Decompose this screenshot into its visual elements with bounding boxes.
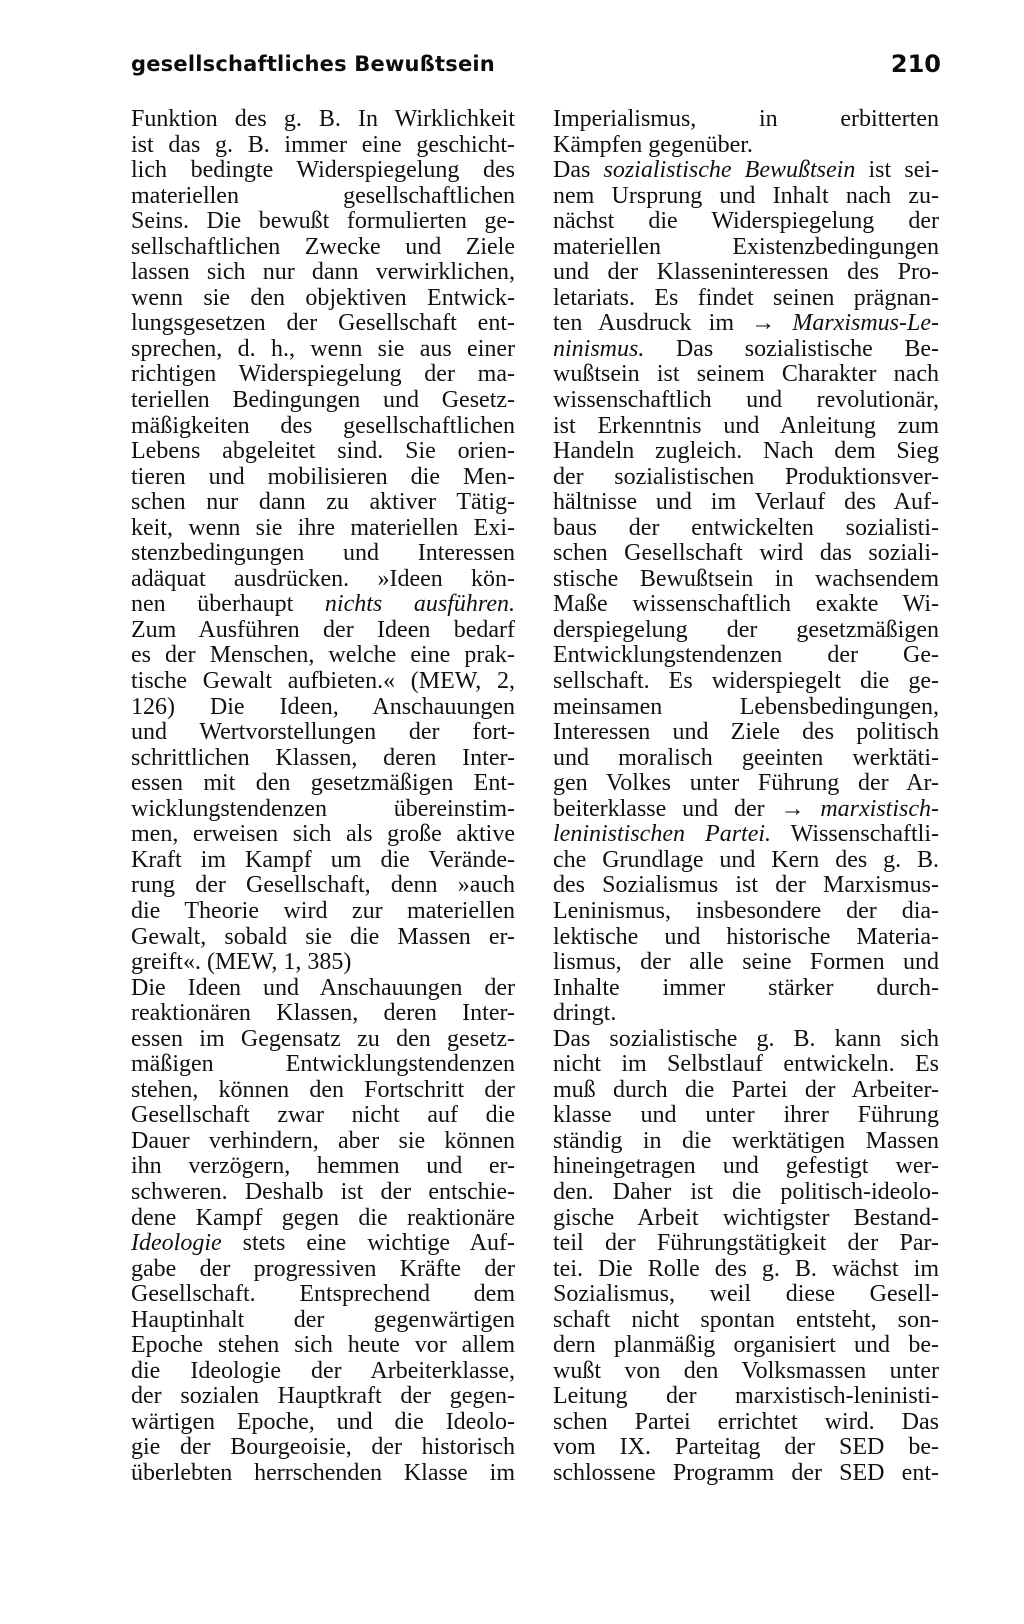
text-line: materiellen Existenzbedingungen <box>553 234 939 260</box>
text-line: essen mit den gesetzmäßigen Ent- <box>131 771 515 797</box>
text-line: wußtsein ist seinem Charakter nach <box>553 362 939 388</box>
text-line: leninistischen Partei. Wissenschaftli- <box>553 822 939 848</box>
text-line: hineingetragen und gefestigt wer- <box>553 1154 939 1180</box>
text-line: und Wertvorstellungen der fort- <box>131 720 515 746</box>
text-line: ist das g. B. immer eine geschicht- <box>131 132 515 158</box>
text-line: Handeln zugleich. Nach dem Sieg <box>553 439 939 465</box>
text-line: Ideologie stets eine wichtige Auf- <box>131 1231 515 1257</box>
text-line: Maße wissenschaftlich exakte Wi- <box>553 592 939 618</box>
text-line: beiterklasse und der → marxistisch- <box>553 796 939 822</box>
text-line: baus der entwickelten sozialisti- <box>553 515 939 541</box>
text-line: klasse und unter ihrer Führung <box>553 1103 939 1129</box>
text-line: schen Partei errichtet wird. Das <box>553 1409 939 1435</box>
text-line: sellschaftlichen Zwecke und Ziele <box>131 234 515 260</box>
text-line: Inhalte immer stärker durch- <box>553 975 939 1001</box>
text-line: lungsgesetzen der Gesellschaft ent- <box>131 311 515 337</box>
text-line: Sozialismus, weil diese Gesell- <box>553 1282 939 1308</box>
text-line: ständig in die werktätigen Massen <box>553 1128 939 1154</box>
text-line: lismus, der alle seine Formen und <box>553 950 939 976</box>
text-line: essen im Gegensatz zu den gesetz- <box>131 1026 515 1052</box>
text-line: gie der Bourgeoisie, der historisch <box>131 1435 515 1461</box>
text-line: richtigen Widerspiegelung der ma- <box>131 362 515 388</box>
text-line: gen Volkes unter Führung der Ar- <box>553 771 939 797</box>
text-line: reaktionären Klassen, deren Inter- <box>131 1001 515 1027</box>
text-line: materiellen gesellschaftlichen <box>131 183 515 209</box>
text-line: tei. Die Rolle des g. B. wächst im <box>553 1256 939 1282</box>
text-line: nem Ursprung und Inhalt nach zu- <box>553 183 939 209</box>
text-line: wärtigen Epoche, und die Ideolo- <box>131 1409 515 1435</box>
text-line: hältnisse und im Verlauf des Auf- <box>553 490 939 516</box>
text-line: rung der Gesellschaft, denn »auch <box>131 873 515 899</box>
text-line: Dauer verhindern, aber sie können <box>131 1128 515 1154</box>
text-line: Gesellschaft. Entsprechend dem <box>131 1282 515 1308</box>
text-line: stische Bewußtsein in wachsendem <box>553 566 939 592</box>
text-line: teil der Führungstätigkeit der Par- <box>553 1231 939 1257</box>
text-line: lektische und historische Materia- <box>553 924 939 950</box>
text-line: wußt von den Volksmassen unter <box>553 1358 939 1384</box>
text-line: wissenschaftlich und revolutionär, <box>553 388 939 414</box>
text-line: Seins. Die bewußt formulierten ge- <box>131 209 515 235</box>
text-line: Zum Ausführen der Ideen bedarf <box>131 617 515 643</box>
text-line: den. Daher ist die politisch-ideolo- <box>553 1179 939 1205</box>
text-line: wenn sie den objektiven Entwick- <box>131 285 515 311</box>
text-line: Kraft im Kampf um die Verände- <box>131 847 515 873</box>
text-line: nen überhaupt nichts ausführen. <box>131 592 515 618</box>
text-line: dringt. <box>553 1001 617 1027</box>
italic-term: ninismus. <box>553 336 645 362</box>
text-line: ist Erkenntnis und Anleitung zum <box>553 413 939 439</box>
text-line: schen Gesellschaft wird das soziali- <box>553 541 939 567</box>
text-line: adäquat ausdrücken. »Ideen kön- <box>131 566 515 592</box>
text-line: gische Arbeit wichtigster Bestand- <box>553 1205 939 1231</box>
italic-term: Marxismus-Le- <box>792 311 939 337</box>
text-line: Das sozialistische g. B. kann sich <box>553 1026 939 1052</box>
text-line: Gewalt, sobald sie die Massen er- <box>131 924 515 950</box>
text-line: Epoche stehen sich heute vor allem <box>131 1333 515 1359</box>
text-line: Interessen und Ziele des politisch <box>553 720 939 746</box>
text-line: ten Ausdruck im → Marxismus-Le- <box>553 311 939 337</box>
text-line: letariats. Es findet seinen prägnan- <box>553 285 939 311</box>
text-line: stehen, können den Fortschritt der <box>131 1077 515 1103</box>
text-line: Entwicklungstendenzen der Ge- <box>553 643 939 669</box>
text-line: dene Kampf gegen die reaktionäre <box>131 1205 515 1231</box>
text-line: mäßigkeiten des gesellschaftlichen <box>131 413 515 439</box>
text-line: Die Ideen und Anschauungen der <box>131 975 515 1001</box>
text-line: schweren. Deshalb ist der entschie- <box>131 1179 515 1205</box>
page-number: 210 <box>890 50 941 78</box>
text-line: Lebens abgeleitet sind. Sie orien- <box>131 439 515 465</box>
left-text-column <box>131 107 515 1487</box>
italic-term: Ideologie <box>131 1231 222 1257</box>
text-line: derspiegelung der gesetzmäßigen <box>553 617 939 643</box>
text-line: schlossene Programm der SED ent- <box>553 1460 939 1486</box>
text-line: Funktion des g. B. In Wirklichkeit <box>131 107 515 132</box>
text-line: sprechen, d. h., wenn sie aus einer <box>131 336 515 362</box>
text-line: dern planmäßig organisiert und be- <box>553 1333 939 1359</box>
text-line: die Theorie wird zur materiellen <box>131 898 515 924</box>
text-line: der sozialistischen Produktionsver- <box>553 464 939 490</box>
text-line: und moralisch geeinten werktäti- <box>553 745 939 771</box>
text-line: Das sozialistische Bewußtsein ist sei- <box>553 158 939 184</box>
text-line: der sozialen Hauptkraft der gegen- <box>131 1384 515 1410</box>
text-line: vom IX. Parteitag der SED be- <box>553 1435 939 1461</box>
text-line: nicht im Selbstlauf entwickeln. Es <box>553 1052 939 1078</box>
text-line: lassen sich nur dann verwirklichen, <box>131 260 515 286</box>
text-line: 126) Die Ideen, Anschauungen <box>131 694 515 720</box>
italic-term: sozialistische Bewußtsein <box>603 158 856 184</box>
italic-term: leninistischen Partei. <box>553 822 772 848</box>
text-line: des Sozialismus ist der Marxismus- <box>553 873 939 899</box>
italic-term: marxistisch- <box>820 796 939 822</box>
text-line: sellschaft. Es widerspiegelt die ge- <box>553 669 939 695</box>
text-line: mäßigen Entwicklungstendenzen <box>131 1052 515 1078</box>
text-line: Gesellschaft zwar nicht auf die <box>131 1103 515 1129</box>
text-line: schen nur dann zu aktiver Tätig- <box>131 490 515 516</box>
text-line: ihn verzögern, hemmen und er- <box>131 1154 515 1180</box>
text-line: keit, wenn sie ihre materiellen Exi- <box>131 515 515 541</box>
text-line: schaft nicht spontan entsteht, son- <box>553 1307 939 1333</box>
text-line: tieren und mobilisieren die Men- <box>131 464 515 490</box>
text-line: Hauptinhalt der gegenwärtigen <box>131 1307 515 1333</box>
text-line: nächst die Widerspiegelung der <box>553 209 939 235</box>
text-line: die Ideologie der Arbeiterklasse, <box>131 1358 515 1384</box>
text-line: überlebten herrschenden Klasse im <box>131 1460 515 1486</box>
running-head: gesellschaftliches Bewußtsein <box>131 52 495 76</box>
italic-term: nichts ausführen. <box>324 592 515 618</box>
text-line: Kämpfen gegenüber. <box>553 132 753 158</box>
text-line: Leitung der marxistisch-leninisti- <box>553 1384 939 1410</box>
text-line: Leninismus, insbesondere der dia- <box>553 898 939 924</box>
text-line: men, erweisen sich als große aktive <box>131 822 515 848</box>
text-line: Imperialismus, in erbitterten <box>553 107 939 132</box>
text-line: lich bedingte Widerspiegelung des <box>131 158 515 184</box>
text-line: tische Gewalt aufbieten.« (MEW, 2, <box>131 669 515 695</box>
text-line: ninismus. Das sozialistische Be- <box>553 336 939 362</box>
text-line: meinsamen Lebensbedingungen, <box>553 694 939 720</box>
text-line: teriellen Bedingungen und Gesetz- <box>131 388 515 414</box>
right-text-column <box>553 107 939 1487</box>
text-line: stenzbedingungen und Interessen <box>131 541 515 567</box>
text-line: gabe der progressiven Kräfte der <box>131 1256 515 1282</box>
text-line: che Grundlage und Kern des g. B. <box>553 847 939 873</box>
text-line: schrittlichen Klassen, deren Inter- <box>131 745 515 771</box>
text-line: und der Klasseninteressen des Pro- <box>553 260 939 286</box>
text-line: wicklungstendenzen übereinstim- <box>131 796 515 822</box>
text-line: greift«. (MEW, 1, 385) <box>131 950 352 976</box>
text-line: muß durch die Partei der Arbeiter- <box>553 1077 939 1103</box>
text-line: es der Menschen, welche eine prak- <box>131 643 515 669</box>
